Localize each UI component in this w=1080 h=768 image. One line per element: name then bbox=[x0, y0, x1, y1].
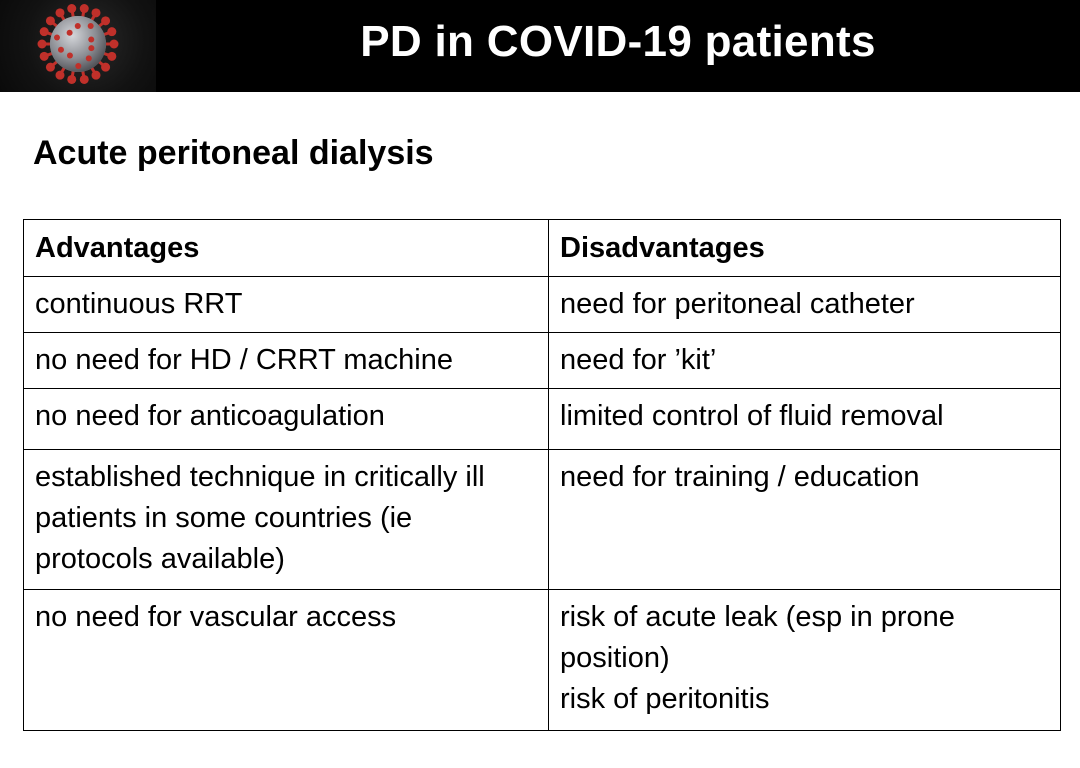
advantage-cell: established technique in critically ill patients in some countries (ie protocols available) bbox=[24, 450, 549, 590]
table-row bbox=[24, 590, 1061, 731]
disadvantage-cell bbox=[549, 450, 1061, 590]
disadvantage-cell bbox=[549, 389, 1061, 450]
advantage-cell: no need for anticoagulation bbox=[24, 389, 549, 450]
table-row bbox=[24, 277, 1061, 333]
header-advantages: Advantages bbox=[24, 220, 549, 277]
comparison-table bbox=[23, 219, 1061, 731]
section-heading: Acute peritoneal dialysis bbox=[33, 134, 434, 172]
advantage-cell: no need for vascular access bbox=[24, 590, 549, 731]
table-row bbox=[24, 389, 1061, 450]
table-row bbox=[24, 450, 1061, 590]
header-disadvantages: Disadvantages bbox=[549, 220, 1061, 277]
header-bar bbox=[0, 0, 1080, 92]
slide-title: PD in COVID-19 patients bbox=[360, 17, 876, 66]
disadvantage-cell bbox=[549, 333, 1061, 389]
advantage-cell: continuous RRT bbox=[24, 277, 549, 333]
advantage-cell: no need for HD / CRRT machine bbox=[24, 333, 549, 389]
disadvantage-text: limited control of fluid removal bbox=[560, 400, 944, 432]
disadvantage-text: risk of peritonitis bbox=[560, 683, 770, 715]
coronavirus-image bbox=[0, 0, 156, 92]
disadvantage-cell bbox=[549, 590, 1061, 731]
disadvantage-text: need for training / education bbox=[560, 461, 920, 493]
disadvantage-cell bbox=[549, 277, 1061, 333]
disadvantage-text: need for peritoneal catheter bbox=[560, 288, 915, 320]
coronavirus-icon bbox=[18, 0, 138, 92]
disadvantage-text: risk of acute leak (esp in prone position) bbox=[560, 601, 955, 674]
table-header-row bbox=[24, 220, 1061, 277]
table-row bbox=[24, 333, 1061, 389]
disadvantage-text: need for ’kit’ bbox=[560, 344, 717, 376]
